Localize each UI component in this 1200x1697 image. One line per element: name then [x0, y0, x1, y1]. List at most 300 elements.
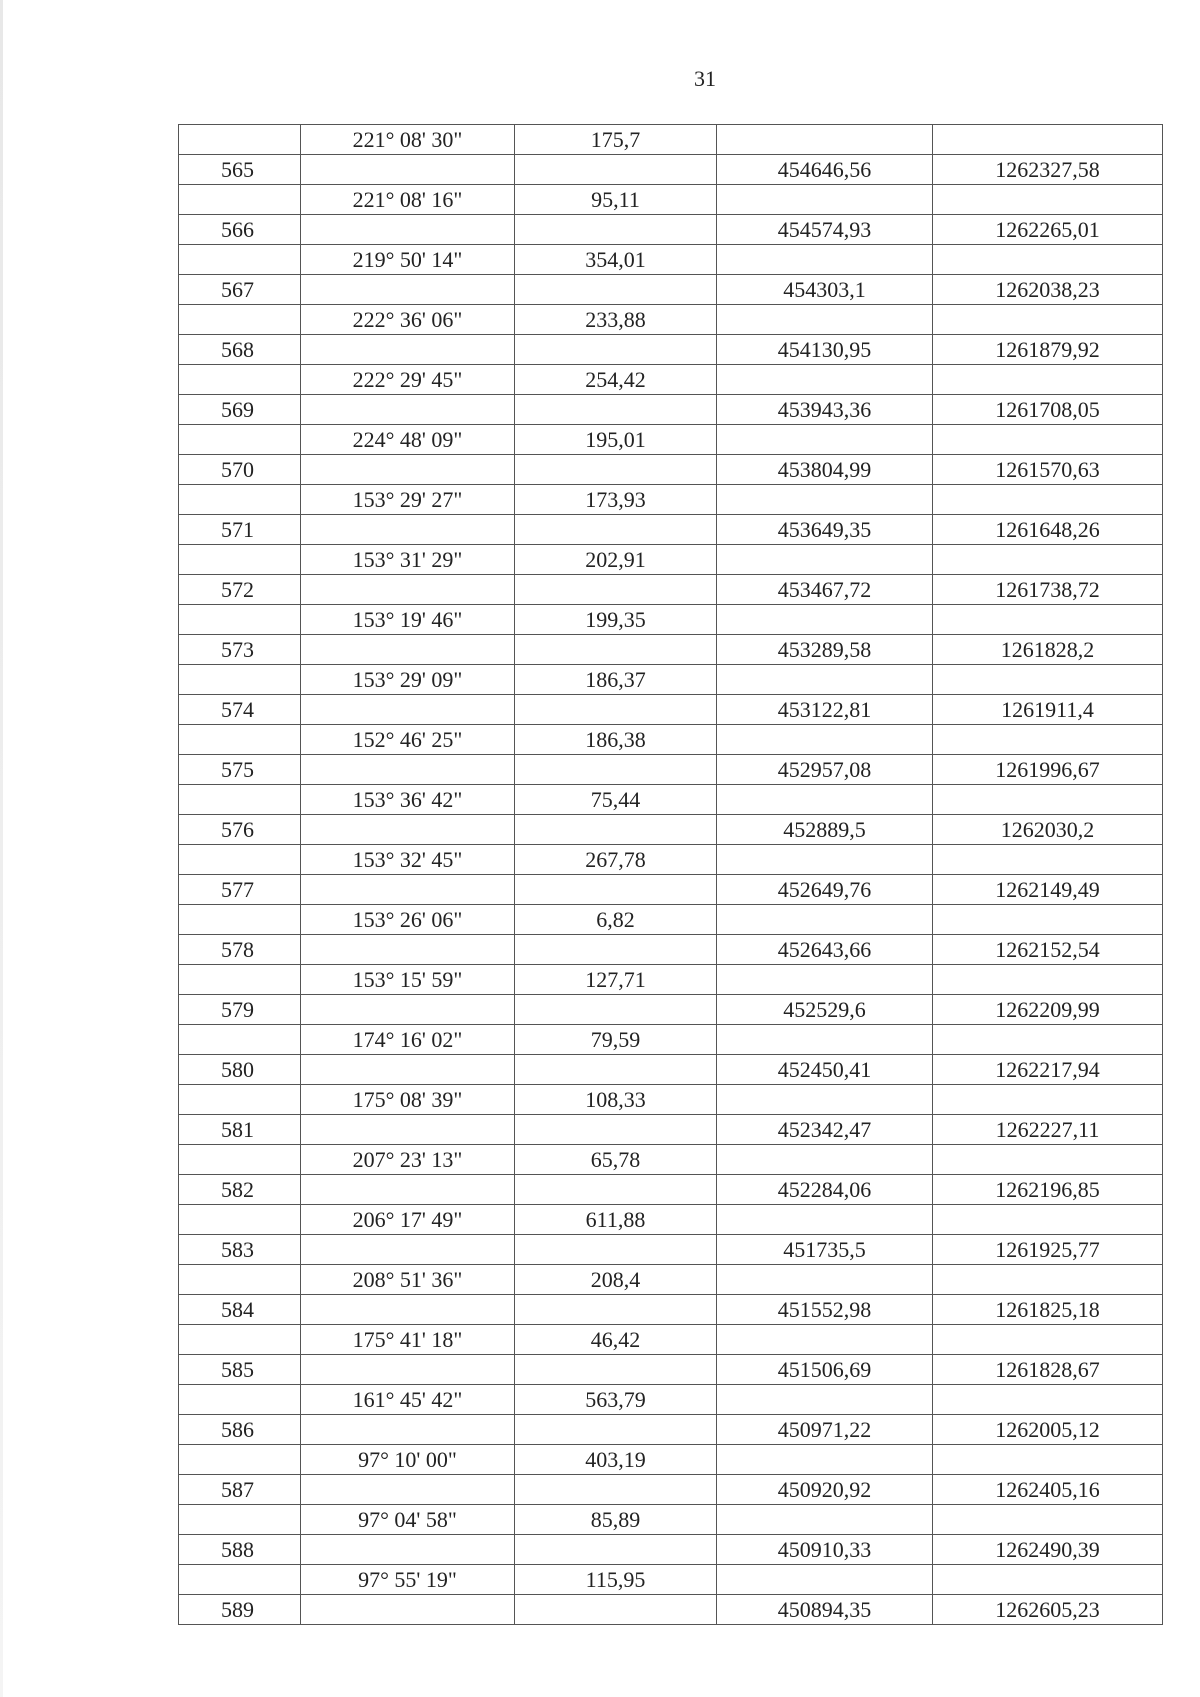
x-coordinate-cell — [717, 1385, 933, 1415]
segment-row — [179, 185, 1163, 215]
y-coordinate-cell: 1262038,23 — [933, 275, 1163, 305]
x-coordinate-cell — [717, 725, 933, 755]
y-coordinate-cell: 1262605,23 — [933, 1595, 1163, 1625]
point-number-cell — [179, 1385, 301, 1415]
x-coordinate-cell: 453804,99 — [717, 455, 933, 485]
x-coordinate-cell — [717, 905, 933, 935]
angle-cell: 161° 45' 42" — [301, 1385, 515, 1415]
y-coordinate-cell — [933, 1085, 1163, 1115]
x-coordinate-cell — [717, 1565, 933, 1595]
x-coordinate-cell — [717, 185, 933, 215]
y-coordinate-cell — [933, 725, 1163, 755]
point-row — [179, 755, 1163, 785]
distance-cell — [515, 1235, 717, 1265]
point-number-cell — [179, 665, 301, 695]
angle-cell: 175° 41' 18" — [301, 1325, 515, 1355]
point-number-cell: 586 — [179, 1415, 301, 1445]
point-row — [179, 935, 1163, 965]
angle-cell: 221° 08' 30" — [301, 125, 515, 155]
segment-row — [179, 665, 1163, 695]
point-row — [179, 455, 1163, 485]
x-coordinate-cell — [717, 1025, 933, 1055]
segment-row — [179, 785, 1163, 815]
segment-row — [179, 1445, 1163, 1475]
point-number-cell: 585 — [179, 1355, 301, 1385]
y-coordinate-cell — [933, 545, 1163, 575]
y-coordinate-cell: 1262265,01 — [933, 215, 1163, 245]
y-coordinate-cell — [933, 1145, 1163, 1175]
y-coordinate-cell: 1262327,58 — [933, 155, 1163, 185]
y-coordinate-cell — [933, 1025, 1163, 1055]
y-coordinate-cell: 1261911,4 — [933, 695, 1163, 725]
angle-cell — [301, 935, 515, 965]
angle-cell — [301, 395, 515, 425]
angle-cell: 153° 36' 42" — [301, 785, 515, 815]
x-coordinate-cell: 454646,56 — [717, 155, 933, 185]
distance-cell — [515, 1535, 717, 1565]
point-row — [179, 1175, 1163, 1205]
y-coordinate-cell: 1262196,85 — [933, 1175, 1163, 1205]
point-number-cell — [179, 545, 301, 575]
angle-cell — [301, 155, 515, 185]
x-coordinate-cell — [717, 245, 933, 275]
angle-cell: 153° 32' 45" — [301, 845, 515, 875]
distance-cell — [515, 455, 717, 485]
y-coordinate-cell — [933, 845, 1163, 875]
x-coordinate-cell — [717, 1445, 933, 1475]
angle-cell — [301, 1295, 515, 1325]
segment-row — [179, 1385, 1163, 1415]
point-number-cell — [179, 185, 301, 215]
distance-cell: 199,35 — [515, 605, 717, 635]
point-number-cell: 589 — [179, 1595, 301, 1625]
y-coordinate-cell: 1261879,92 — [933, 335, 1163, 365]
y-coordinate-cell: 1261825,18 — [933, 1295, 1163, 1325]
distance-cell: 233,88 — [515, 305, 717, 335]
angle-cell: 97° 04' 58" — [301, 1505, 515, 1535]
segment-row — [179, 365, 1163, 395]
x-coordinate-cell: 450910,33 — [717, 1535, 933, 1565]
y-coordinate-cell: 1262217,94 — [933, 1055, 1163, 1085]
angle-cell — [301, 695, 515, 725]
distance-cell — [515, 995, 717, 1025]
distance-cell — [515, 1295, 717, 1325]
y-coordinate-cell: 1262209,99 — [933, 995, 1163, 1025]
angle-cell: 153° 29' 09" — [301, 665, 515, 695]
point-number-cell: 580 — [179, 1055, 301, 1085]
y-coordinate-cell — [933, 1325, 1163, 1355]
x-coordinate-cell: 454130,95 — [717, 335, 933, 365]
angle-cell — [301, 1235, 515, 1265]
distance-cell: 563,79 — [515, 1385, 717, 1415]
x-coordinate-cell: 451735,5 — [717, 1235, 933, 1265]
y-coordinate-cell — [933, 1205, 1163, 1235]
segment-row — [179, 965, 1163, 995]
angle-cell: 222° 29' 45" — [301, 365, 515, 395]
angle-cell: 207° 23' 13" — [301, 1145, 515, 1175]
distance-cell — [515, 275, 717, 305]
point-number-cell — [179, 1445, 301, 1475]
x-coordinate-cell: 452342,47 — [717, 1115, 933, 1145]
point-number-cell — [179, 1205, 301, 1235]
angle-cell — [301, 1475, 515, 1505]
y-coordinate-cell — [933, 125, 1163, 155]
distance-cell: 354,01 — [515, 245, 717, 275]
y-coordinate-cell: 1261828,2 — [933, 635, 1163, 665]
y-coordinate-cell — [933, 1385, 1163, 1415]
point-number-cell: 567 — [179, 275, 301, 305]
y-coordinate-cell: 1262227,11 — [933, 1115, 1163, 1145]
angle-cell — [301, 575, 515, 605]
y-coordinate-cell: 1261648,26 — [933, 515, 1163, 545]
point-row — [179, 155, 1163, 185]
segment-row — [179, 545, 1163, 575]
distance-cell: 186,38 — [515, 725, 717, 755]
point-number-cell: 565 — [179, 155, 301, 185]
point-number-cell — [179, 725, 301, 755]
angle-cell — [301, 215, 515, 245]
distance-cell: 195,01 — [515, 425, 717, 455]
x-coordinate-cell — [717, 665, 933, 695]
point-number-cell — [179, 1265, 301, 1295]
x-coordinate-cell — [717, 485, 933, 515]
point-number-cell — [179, 245, 301, 275]
distance-cell — [515, 1055, 717, 1085]
angle-cell: 97° 10' 00" — [301, 1445, 515, 1475]
point-row — [179, 395, 1163, 425]
distance-cell: 127,71 — [515, 965, 717, 995]
point-number-cell — [179, 1325, 301, 1355]
x-coordinate-cell: 452643,66 — [717, 935, 933, 965]
x-coordinate-cell: 451552,98 — [717, 1295, 933, 1325]
point-number-cell: 569 — [179, 395, 301, 425]
x-coordinate-cell: 450920,92 — [717, 1475, 933, 1505]
page-number: 31 — [694, 66, 716, 91]
x-coordinate-cell — [717, 1145, 933, 1175]
point-row — [179, 1595, 1163, 1625]
angle-cell: 153° 31' 29" — [301, 545, 515, 575]
point-number-cell: 572 — [179, 575, 301, 605]
x-coordinate-cell — [717, 545, 933, 575]
point-number-cell: 575 — [179, 755, 301, 785]
angle-cell — [301, 515, 515, 545]
point-number-cell: 570 — [179, 455, 301, 485]
point-row — [179, 875, 1163, 905]
point-number-cell — [179, 425, 301, 455]
point-number-cell: 584 — [179, 1295, 301, 1325]
segment-row — [179, 1025, 1163, 1055]
angle-cell — [301, 1415, 515, 1445]
x-coordinate-cell: 450971,22 — [717, 1415, 933, 1445]
x-coordinate-cell: 452649,76 — [717, 875, 933, 905]
point-row — [179, 1055, 1163, 1085]
angle-cell — [301, 635, 515, 665]
point-number-cell — [179, 905, 301, 935]
point-number-cell — [179, 125, 301, 155]
point-number-cell — [179, 365, 301, 395]
y-coordinate-cell — [933, 365, 1163, 395]
x-coordinate-cell: 452957,08 — [717, 755, 933, 785]
point-number-cell: 571 — [179, 515, 301, 545]
angle-cell: 221° 08' 16" — [301, 185, 515, 215]
x-coordinate-cell: 453649,35 — [717, 515, 933, 545]
point-number-cell: 574 — [179, 695, 301, 725]
x-coordinate-cell: 452529,6 — [717, 995, 933, 1025]
angle-cell: 219° 50' 14" — [301, 245, 515, 275]
point-row — [179, 1475, 1163, 1505]
distance-cell — [515, 635, 717, 665]
distance-cell — [515, 815, 717, 845]
distance-cell — [515, 755, 717, 785]
segment-row — [179, 1505, 1163, 1535]
angle-cell — [301, 1115, 515, 1145]
coordinates-table-body — [179, 125, 1163, 1625]
point-number-cell — [179, 1025, 301, 1055]
distance-cell: 173,93 — [515, 485, 717, 515]
point-row — [179, 275, 1163, 305]
point-number-cell: 582 — [179, 1175, 301, 1205]
x-coordinate-cell: 450894,35 — [717, 1595, 933, 1625]
distance-cell — [515, 395, 717, 425]
distance-cell — [515, 575, 717, 605]
point-number-cell: 581 — [179, 1115, 301, 1145]
y-coordinate-cell: 1261738,72 — [933, 575, 1163, 605]
y-coordinate-cell — [933, 1265, 1163, 1295]
y-coordinate-cell: 1262149,49 — [933, 875, 1163, 905]
y-coordinate-cell: 1262490,39 — [933, 1535, 1163, 1565]
angle-cell: 153° 26' 06" — [301, 905, 515, 935]
segment-row — [179, 425, 1163, 455]
distance-cell: 85,89 — [515, 1505, 717, 1535]
distance-cell — [515, 515, 717, 545]
y-coordinate-cell — [933, 905, 1163, 935]
segment-row — [179, 1145, 1163, 1175]
segment-row — [179, 1085, 1163, 1115]
angle-cell — [301, 275, 515, 305]
segment-row — [179, 1265, 1163, 1295]
angle-cell — [301, 1055, 515, 1085]
x-coordinate-cell: 453943,36 — [717, 395, 933, 425]
point-number-cell — [179, 1145, 301, 1175]
angle-cell: 152° 46' 25" — [301, 725, 515, 755]
x-coordinate-cell — [717, 845, 933, 875]
angle-cell — [301, 1595, 515, 1625]
segment-row — [179, 1205, 1163, 1235]
segment-row — [179, 305, 1163, 335]
y-coordinate-cell — [933, 665, 1163, 695]
y-coordinate-cell — [933, 185, 1163, 215]
x-coordinate-cell: 452889,5 — [717, 815, 933, 845]
distance-cell: 115,95 — [515, 1565, 717, 1595]
distance-cell: 202,91 — [515, 545, 717, 575]
y-coordinate-cell: 1262152,54 — [933, 935, 1163, 965]
y-coordinate-cell — [933, 965, 1163, 995]
distance-cell: 79,59 — [515, 1025, 717, 1055]
point-number-cell — [179, 845, 301, 875]
angle-cell: 222° 36' 06" — [301, 305, 515, 335]
point-row — [179, 1535, 1163, 1565]
distance-cell — [515, 335, 717, 365]
x-coordinate-cell: 454303,1 — [717, 275, 933, 305]
x-coordinate-cell — [717, 605, 933, 635]
x-coordinate-cell — [717, 305, 933, 335]
distance-cell — [515, 215, 717, 245]
point-row — [179, 515, 1163, 545]
x-coordinate-cell: 454574,93 — [717, 215, 933, 245]
y-coordinate-cell — [933, 425, 1163, 455]
x-coordinate-cell — [717, 1085, 933, 1115]
point-number-cell — [179, 605, 301, 635]
point-number-cell — [179, 965, 301, 995]
distance-cell: 6,82 — [515, 905, 717, 935]
y-coordinate-cell: 1261708,05 — [933, 395, 1163, 425]
point-number-cell: 573 — [179, 635, 301, 665]
y-coordinate-cell: 1262005,12 — [933, 1415, 1163, 1445]
angle-cell — [301, 755, 515, 785]
point-number-cell — [179, 1505, 301, 1535]
distance-cell — [515, 1595, 717, 1625]
y-coordinate-cell — [933, 1505, 1163, 1535]
segment-row — [179, 725, 1163, 755]
point-number-cell — [179, 485, 301, 515]
distance-cell: 403,19 — [515, 1445, 717, 1475]
x-coordinate-cell: 452284,06 — [717, 1175, 933, 1205]
x-coordinate-cell — [717, 1205, 933, 1235]
x-coordinate-cell — [717, 965, 933, 995]
segment-row — [179, 1325, 1163, 1355]
angle-cell: 206° 17' 49" — [301, 1205, 515, 1235]
distance-cell — [515, 155, 717, 185]
x-coordinate-cell — [717, 125, 933, 155]
y-coordinate-cell — [933, 485, 1163, 515]
distance-cell: 208,4 — [515, 1265, 717, 1295]
page-number-container — [0, 66, 1200, 92]
distance-cell — [515, 875, 717, 905]
distance-cell — [515, 1475, 717, 1505]
angle-cell: 174° 16' 02" — [301, 1025, 515, 1055]
y-coordinate-cell: 1261570,63 — [933, 455, 1163, 485]
point-row — [179, 575, 1163, 605]
x-coordinate-cell: 453122,81 — [717, 695, 933, 725]
x-coordinate-cell — [717, 785, 933, 815]
point-number-cell: 568 — [179, 335, 301, 365]
distance-cell — [515, 695, 717, 725]
segment-row — [179, 1565, 1163, 1595]
point-number-cell: 583 — [179, 1235, 301, 1265]
point-row — [179, 335, 1163, 365]
angle-cell: 153° 15' 59" — [301, 965, 515, 995]
x-coordinate-cell — [717, 1325, 933, 1355]
point-row — [179, 1295, 1163, 1325]
point-number-cell: 577 — [179, 875, 301, 905]
point-row — [179, 995, 1163, 1025]
x-coordinate-cell — [717, 365, 933, 395]
point-number-cell: 579 — [179, 995, 301, 1025]
segment-row — [179, 125, 1163, 155]
point-row — [179, 1355, 1163, 1385]
angle-cell — [301, 1175, 515, 1205]
segment-row — [179, 905, 1163, 935]
angle-cell: 153° 29' 27" — [301, 485, 515, 515]
point-row — [179, 1115, 1163, 1145]
angle-cell — [301, 335, 515, 365]
point-row — [179, 695, 1163, 725]
segment-row — [179, 485, 1163, 515]
x-coordinate-cell — [717, 1265, 933, 1295]
point-row — [179, 635, 1163, 665]
point-number-cell — [179, 1565, 301, 1595]
point-number-cell: 587 — [179, 1475, 301, 1505]
y-coordinate-cell — [933, 245, 1163, 275]
distance-cell: 46,42 — [515, 1325, 717, 1355]
coordinates-table — [178, 124, 1163, 1625]
distance-cell: 65,78 — [515, 1145, 717, 1175]
distance-cell: 267,78 — [515, 845, 717, 875]
y-coordinate-cell: 1261996,67 — [933, 755, 1163, 785]
angle-cell — [301, 1535, 515, 1565]
x-coordinate-cell: 453467,72 — [717, 575, 933, 605]
angle-cell: 208° 51' 36" — [301, 1265, 515, 1295]
point-number-cell: 566 — [179, 215, 301, 245]
point-number-cell — [179, 785, 301, 815]
y-coordinate-cell: 1262405,16 — [933, 1475, 1163, 1505]
x-coordinate-cell: 451506,69 — [717, 1355, 933, 1385]
point-row — [179, 1235, 1163, 1265]
y-coordinate-cell — [933, 605, 1163, 635]
point-number-cell: 578 — [179, 935, 301, 965]
distance-cell: 254,42 — [515, 365, 717, 395]
segment-row — [179, 605, 1163, 635]
point-number-cell: 576 — [179, 815, 301, 845]
x-coordinate-cell: 452450,41 — [717, 1055, 933, 1085]
distance-cell — [515, 1115, 717, 1145]
x-coordinate-cell — [717, 425, 933, 455]
angle-cell: 97° 55' 19" — [301, 1565, 515, 1595]
distance-cell: 186,37 — [515, 665, 717, 695]
point-row — [179, 815, 1163, 845]
angle-cell: 175° 08' 39" — [301, 1085, 515, 1115]
point-row — [179, 1415, 1163, 1445]
distance-cell: 75,44 — [515, 785, 717, 815]
y-coordinate-cell: 1261925,77 — [933, 1235, 1163, 1265]
y-coordinate-cell — [933, 785, 1163, 815]
distance-cell — [515, 1175, 717, 1205]
distance-cell: 175,7 — [515, 125, 717, 155]
segment-row — [179, 245, 1163, 275]
y-coordinate-cell: 1262030,2 — [933, 815, 1163, 845]
angle-cell — [301, 995, 515, 1025]
angle-cell: 224° 48' 09" — [301, 425, 515, 455]
distance-cell: 108,33 — [515, 1085, 717, 1115]
y-coordinate-cell — [933, 1445, 1163, 1475]
angle-cell — [301, 455, 515, 485]
point-number-cell — [179, 1085, 301, 1115]
distance-cell — [515, 1355, 717, 1385]
point-row — [179, 215, 1163, 245]
angle-cell: 153° 19' 46" — [301, 605, 515, 635]
x-coordinate-cell: 453289,58 — [717, 635, 933, 665]
segment-row — [179, 845, 1163, 875]
x-coordinate-cell — [717, 1505, 933, 1535]
y-coordinate-cell: 1261828,67 — [933, 1355, 1163, 1385]
distance-cell: 611,88 — [515, 1205, 717, 1235]
angle-cell — [301, 875, 515, 905]
y-coordinate-cell — [933, 305, 1163, 335]
angle-cell — [301, 1355, 515, 1385]
point-number-cell — [179, 305, 301, 335]
distance-cell — [515, 935, 717, 965]
point-number-cell: 588 — [179, 1535, 301, 1565]
